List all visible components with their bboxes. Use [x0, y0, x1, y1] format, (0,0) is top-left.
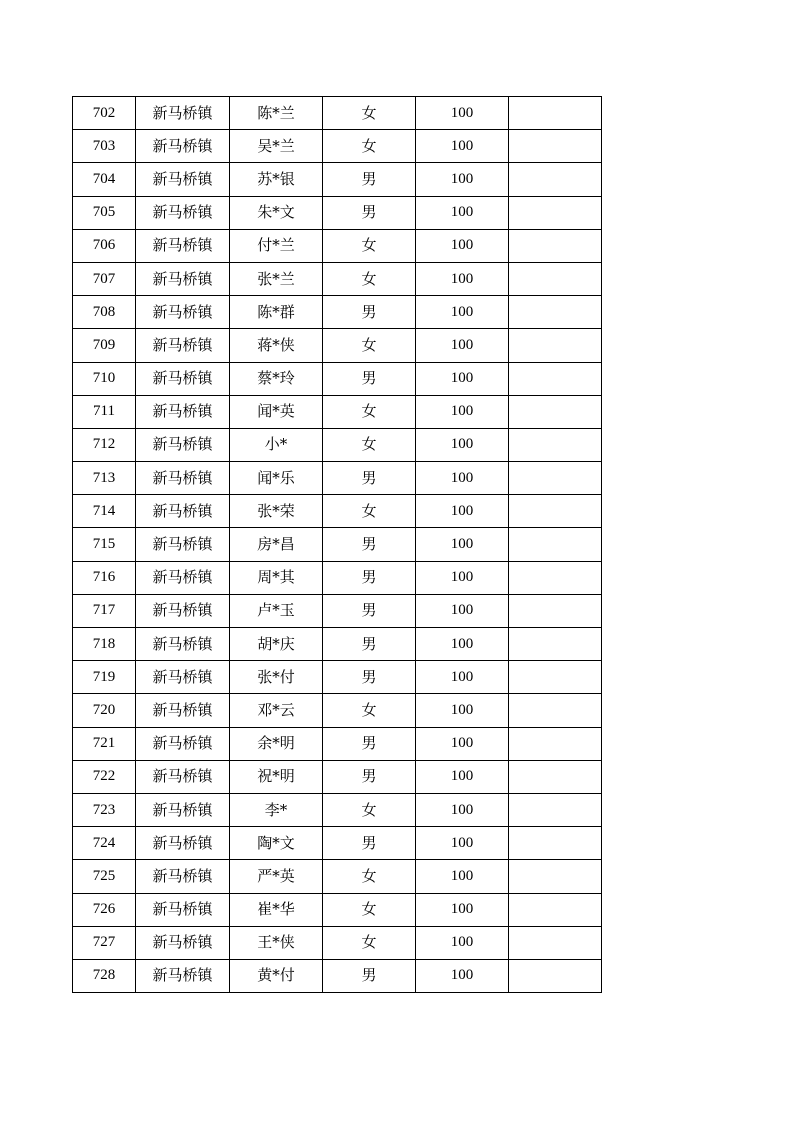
remark-cell	[509, 827, 602, 860]
gender-cell: 女	[323, 97, 416, 130]
amount-cell: 100	[416, 561, 509, 594]
gender-cell: 男	[323, 196, 416, 229]
gender-cell: 男	[323, 362, 416, 395]
person-name-cell: 苏*银	[230, 163, 323, 196]
town-cell: 新马桥镇	[136, 395, 230, 428]
gender-cell: 女	[323, 428, 416, 461]
remark-cell	[509, 926, 602, 959]
gender-cell: 女	[323, 229, 416, 262]
person-name-cell: 闻*乐	[230, 462, 323, 495]
town-cell: 新马桥镇	[136, 130, 230, 163]
remark-cell	[509, 495, 602, 528]
gender-cell: 男	[323, 760, 416, 793]
town-cell: 新马桥镇	[136, 760, 230, 793]
remark-cell	[509, 727, 602, 760]
person-name-cell: 严*英	[230, 860, 323, 893]
town-cell: 新马桥镇	[136, 827, 230, 860]
amount-cell: 100	[416, 163, 509, 196]
person-name-cell: 陶*文	[230, 827, 323, 860]
remark-cell	[509, 793, 602, 826]
table-row	[73, 926, 602, 959]
remark-cell	[509, 196, 602, 229]
remark-cell	[509, 395, 602, 428]
gender-cell: 男	[323, 727, 416, 760]
remark-cell	[509, 130, 602, 163]
person-name-cell: 胡*庆	[230, 628, 323, 661]
row-number-cell: 724	[73, 827, 136, 860]
amount-cell: 100	[416, 793, 509, 826]
remark-cell	[509, 860, 602, 893]
gender-cell: 男	[323, 628, 416, 661]
remark-cell	[509, 628, 602, 661]
remark-cell	[509, 694, 602, 727]
remark-cell	[509, 97, 602, 130]
town-cell: 新马桥镇	[136, 793, 230, 826]
amount-cell: 100	[416, 628, 509, 661]
row-number-cell: 709	[73, 329, 136, 362]
remark-cell	[509, 959, 602, 992]
table-row	[73, 262, 602, 295]
town-cell: 新马桥镇	[136, 727, 230, 760]
person-name-cell: 朱*文	[230, 196, 323, 229]
amount-cell: 100	[416, 262, 509, 295]
town-cell: 新马桥镇	[136, 428, 230, 461]
amount-cell: 100	[416, 362, 509, 395]
town-cell: 新马桥镇	[136, 196, 230, 229]
amount-cell: 100	[416, 97, 509, 130]
roster-table-body	[73, 97, 602, 993]
person-name-cell: 吴*兰	[230, 130, 323, 163]
person-name-cell: 王*侠	[230, 926, 323, 959]
town-cell: 新马桥镇	[136, 561, 230, 594]
gender-cell: 男	[323, 661, 416, 694]
amount-cell: 100	[416, 760, 509, 793]
gender-cell: 女	[323, 893, 416, 926]
town-cell: 新马桥镇	[136, 362, 230, 395]
amount-cell: 100	[416, 462, 509, 495]
row-number-cell: 702	[73, 97, 136, 130]
table-row	[73, 561, 602, 594]
table-row	[73, 661, 602, 694]
remark-cell	[509, 329, 602, 362]
table-row	[73, 893, 602, 926]
person-name-cell: 张*荣	[230, 495, 323, 528]
table-row	[73, 97, 602, 130]
remark-cell	[509, 163, 602, 196]
town-cell: 新马桥镇	[136, 528, 230, 561]
table-row	[73, 628, 602, 661]
row-number-cell: 705	[73, 196, 136, 229]
row-number-cell: 706	[73, 229, 136, 262]
row-number-cell: 723	[73, 793, 136, 826]
table-row	[73, 959, 602, 992]
gender-cell: 男	[323, 163, 416, 196]
table-row	[73, 793, 602, 826]
gender-cell: 女	[323, 329, 416, 362]
table-row	[73, 329, 602, 362]
row-number-cell: 707	[73, 262, 136, 295]
amount-cell: 100	[416, 860, 509, 893]
remark-cell	[509, 893, 602, 926]
person-name-cell: 张*付	[230, 661, 323, 694]
amount-cell: 100	[416, 528, 509, 561]
gender-cell: 女	[323, 793, 416, 826]
row-number-cell: 726	[73, 893, 136, 926]
table-row	[73, 694, 602, 727]
table-row	[73, 130, 602, 163]
row-number-cell: 725	[73, 860, 136, 893]
town-cell: 新马桥镇	[136, 959, 230, 992]
amount-cell: 100	[416, 196, 509, 229]
amount-cell: 100	[416, 329, 509, 362]
remark-cell	[509, 528, 602, 561]
table-row	[73, 594, 602, 627]
row-number-cell: 715	[73, 528, 136, 561]
person-name-cell: 陈*兰	[230, 97, 323, 130]
town-cell: 新马桥镇	[136, 661, 230, 694]
table-row	[73, 528, 602, 561]
table-row	[73, 727, 602, 760]
amount-cell: 100	[416, 130, 509, 163]
amount-cell: 100	[416, 594, 509, 627]
table-row	[73, 362, 602, 395]
table-row	[73, 229, 602, 262]
gender-cell: 女	[323, 495, 416, 528]
table-row	[73, 462, 602, 495]
person-name-cell: 卢*玉	[230, 594, 323, 627]
row-number-cell: 710	[73, 362, 136, 395]
town-cell: 新马桥镇	[136, 462, 230, 495]
gender-cell: 男	[323, 827, 416, 860]
row-number-cell: 719	[73, 661, 136, 694]
remark-cell	[509, 362, 602, 395]
town-cell: 新马桥镇	[136, 893, 230, 926]
gender-cell: 男	[323, 528, 416, 561]
gender-cell: 女	[323, 926, 416, 959]
town-cell: 新马桥镇	[136, 694, 230, 727]
row-number-cell: 713	[73, 462, 136, 495]
row-number-cell: 718	[73, 628, 136, 661]
person-name-cell: 崔*华	[230, 893, 323, 926]
town-cell: 新马桥镇	[136, 628, 230, 661]
gender-cell: 男	[323, 561, 416, 594]
town-cell: 新马桥镇	[136, 860, 230, 893]
remark-cell	[509, 561, 602, 594]
person-name-cell: 黄*付	[230, 959, 323, 992]
amount-cell: 100	[416, 296, 509, 329]
gender-cell: 男	[323, 959, 416, 992]
gender-cell: 男	[323, 462, 416, 495]
row-number-cell: 720	[73, 694, 136, 727]
row-number-cell: 712	[73, 428, 136, 461]
amount-cell: 100	[416, 926, 509, 959]
table-row	[73, 760, 602, 793]
gender-cell: 女	[323, 130, 416, 163]
gender-cell: 女	[323, 262, 416, 295]
row-number-cell: 717	[73, 594, 136, 627]
town-cell: 新马桥镇	[136, 163, 230, 196]
row-number-cell: 708	[73, 296, 136, 329]
amount-cell: 100	[416, 827, 509, 860]
remark-cell	[509, 462, 602, 495]
person-name-cell: 祝*明	[230, 760, 323, 793]
gender-cell: 男	[323, 296, 416, 329]
person-name-cell: 李*	[230, 793, 323, 826]
table-row	[73, 395, 602, 428]
gender-cell: 女	[323, 395, 416, 428]
person-name-cell: 蒋*侠	[230, 329, 323, 362]
amount-cell: 100	[416, 395, 509, 428]
row-number-cell: 704	[73, 163, 136, 196]
amount-cell: 100	[416, 229, 509, 262]
row-number-cell: 721	[73, 727, 136, 760]
person-name-cell: 闻*英	[230, 395, 323, 428]
row-number-cell: 716	[73, 561, 136, 594]
remark-cell	[509, 296, 602, 329]
row-number-cell: 728	[73, 959, 136, 992]
remark-cell	[509, 760, 602, 793]
person-name-cell: 张*兰	[230, 262, 323, 295]
town-cell: 新马桥镇	[136, 97, 230, 130]
table-row	[73, 495, 602, 528]
town-cell: 新马桥镇	[136, 926, 230, 959]
table-row	[73, 163, 602, 196]
person-name-cell: 陈*群	[230, 296, 323, 329]
table-row	[73, 428, 602, 461]
town-cell: 新马桥镇	[136, 329, 230, 362]
amount-cell: 100	[416, 661, 509, 694]
amount-cell: 100	[416, 959, 509, 992]
row-number-cell: 727	[73, 926, 136, 959]
person-name-cell: 付*兰	[230, 229, 323, 262]
row-number-cell: 703	[73, 130, 136, 163]
remark-cell	[509, 594, 602, 627]
table-row	[73, 827, 602, 860]
roster-table	[72, 96, 602, 993]
table-row	[73, 296, 602, 329]
remark-cell	[509, 661, 602, 694]
table-row	[73, 196, 602, 229]
remark-cell	[509, 229, 602, 262]
amount-cell: 100	[416, 428, 509, 461]
town-cell: 新马桥镇	[136, 495, 230, 528]
gender-cell: 女	[323, 694, 416, 727]
row-number-cell: 722	[73, 760, 136, 793]
person-name-cell: 余*明	[230, 727, 323, 760]
amount-cell: 100	[416, 727, 509, 760]
amount-cell: 100	[416, 495, 509, 528]
town-cell: 新马桥镇	[136, 594, 230, 627]
gender-cell: 女	[323, 860, 416, 893]
town-cell: 新马桥镇	[136, 229, 230, 262]
person-name-cell: 蔡*玲	[230, 362, 323, 395]
gender-cell: 男	[323, 594, 416, 627]
person-name-cell: 邓*云	[230, 694, 323, 727]
town-cell: 新马桥镇	[136, 262, 230, 295]
person-name-cell: 周*其	[230, 561, 323, 594]
person-name-cell: 房*昌	[230, 528, 323, 561]
remark-cell	[509, 262, 602, 295]
amount-cell: 100	[416, 694, 509, 727]
town-cell: 新马桥镇	[136, 296, 230, 329]
row-number-cell: 714	[73, 495, 136, 528]
remark-cell	[509, 428, 602, 461]
row-number-cell: 711	[73, 395, 136, 428]
person-name-cell: 小*	[230, 428, 323, 461]
table-row	[73, 860, 602, 893]
amount-cell: 100	[416, 893, 509, 926]
